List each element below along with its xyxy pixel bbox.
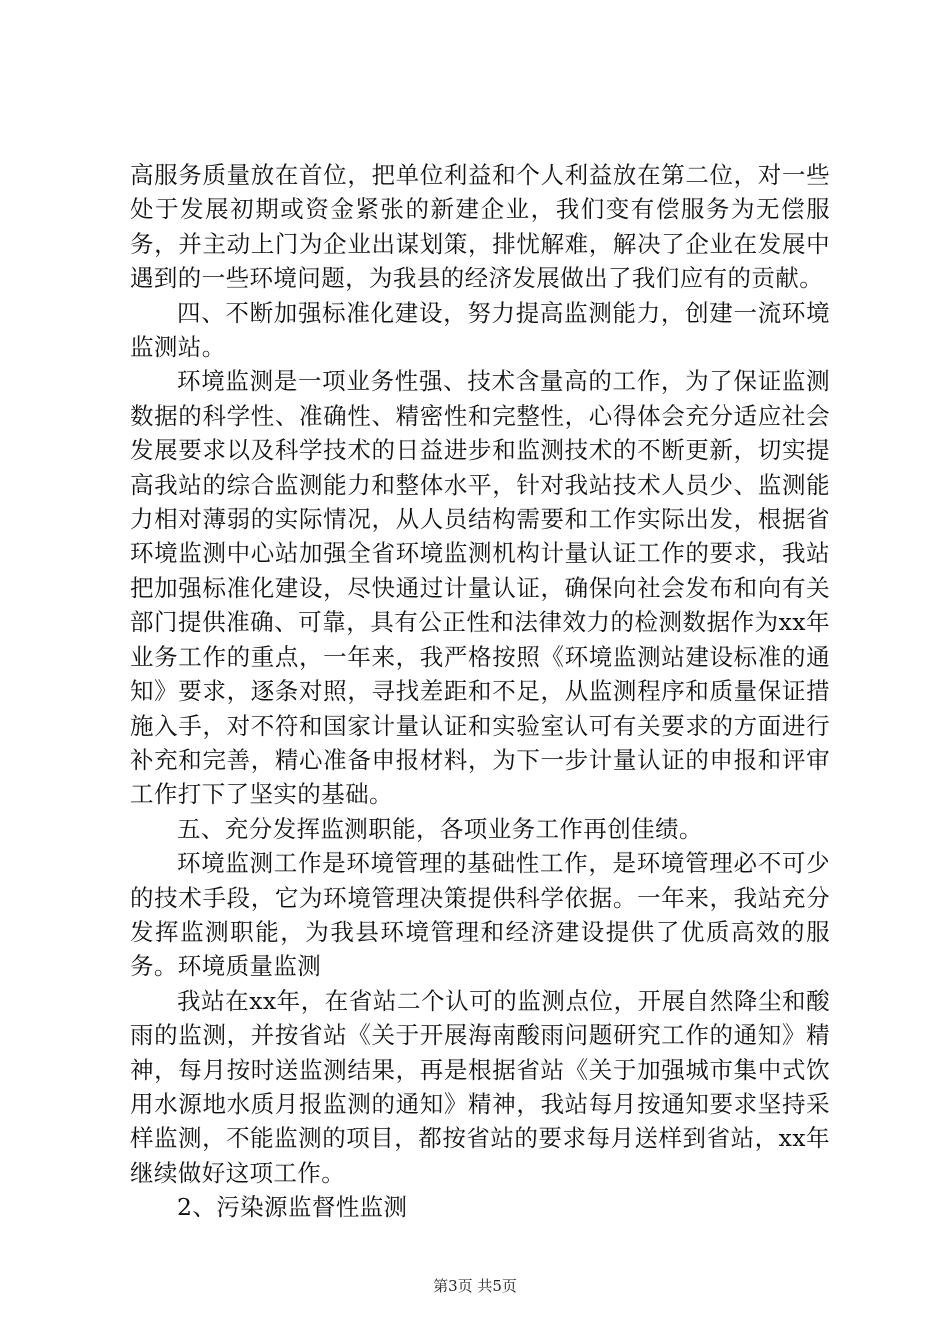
paragraph-continuation: 高服务质量放在首位，把单位利益和个人利益放在第二位，对一些处于发展初期或资金紧张的新建企业，我们变有偿服务为无偿服务，并主动上门为企业出谋划策，排忧解难，解决了企业在发展中遇到的一些环境问题，为我县的经济发展做出了我们应有的贡献。	[130, 161, 830, 293]
section-heading-4: 四、不断加强标准化建设，努力提高监测能力，创建一流环境监测站。	[130, 298, 830, 362]
paragraph: 我站在xx年，在省站二个认可的监测点位，开展自然降尘和酸雨的监测，并按省站《关于开展海南酸雨问题研究工作的通知》精神，每月按时送监测结果，再是根据省站《关于加强城市集中式饮用水源地水质月报监测的通知》精神，我站每月按通知要求坚持采样监测，不能监测的项目，都按省站的要求每月送样到省站，xx年继续做好这项工作。	[130, 986, 830, 1187]
subsection-heading: 2、污染源监督性监测	[177, 1193, 408, 1222]
section-heading-5: 五、充分发挥监测职能，各项业务工作再创佳绩。	[177, 814, 703, 843]
paragraph: 环境监测是一项业务性强、技术含量高的工作，为了保证监测数据的科学性、准确性、精密性和完整性，心得体会充分适应社会发展要求以及科学技术的日益进步和监测技术的不断更新，切实提高我站的综合监测能力和整体水平，针对我站技术人员少、监测能力相对薄弱的实际情况，从人员结构需要和工作实际出发，根据省环境监测中心站加强全省环境监测机构计量认证工作的要求，我站把加强标准化建设，尽快通过计量认证，确保向社会发布和向有关部门提供准确、可靠，具有公正性和法律效力的检测数据作为xx年业务工作的重点，一年来，我严格按照《环境监测站建设标准的通知》要求，逐条对照，寻找差距和不足，从监测程序和质量保证措施入手，对不符和国家计量认证和实验室认可有关要求的方面进行补充和完善，精心准备申报材料，为下一步计量认证的申报和评审工作打下了坚实的基础。	[130, 367, 830, 809]
document-body	[130, 158, 830, 1225]
paragraph: 环境监测工作是环境管理的基础性工作，是环境管理必不可少的技术手段，它为环境管理决策提供科学依据。一年来，我站充分发挥监测职能，为我县环境管理和经济建设提供了优质高效的服务。环境质量监测	[130, 849, 830, 981]
page-number-footer: 第3页 共5页	[433, 1277, 517, 1295]
